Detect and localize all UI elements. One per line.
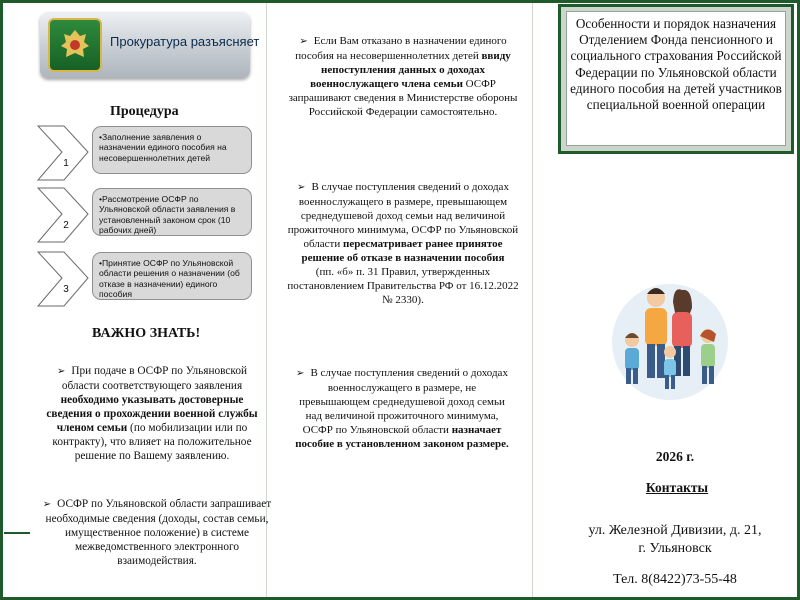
important-heading: ВАЖНО ЗНАТЬ! — [92, 326, 201, 341]
middle-paragraph-3: ➢ В случае поступления сведений о доходах военнослужащего в размере, не превышающем среднедушевой доход семьи над величиной прожиточного минимума, ОСФР по Ульяновской области назначает пособие в установленном законом размере. — [295, 367, 509, 450]
step-text: •Заполнение заявления о назначении единого пособия на несовершеннолетних детей — [92, 126, 252, 174]
decorative-bar — [4, 532, 30, 534]
chevron-icon — [36, 186, 96, 246]
procedure-step — [36, 250, 256, 306]
phone-number: Тел. 8(8422)73-55-48 — [613, 572, 737, 587]
address-line-1: ул. Железной Дивизии, д. 21, — [588, 523, 762, 538]
arrow-bullet-icon: ➢ — [42, 499, 52, 510]
step-number: 3 — [63, 284, 69, 295]
address-line-2: г. Ульяновск — [638, 541, 712, 556]
arrow-bullet-icon: ➢ — [299, 36, 308, 47]
prosecutor-banner — [40, 12, 260, 78]
contacts-heading: Контакты — [645, 480, 709, 495]
middle-paragraph-2: ➢ В случае поступления сведений о доходах военнослужащего в размере, превышающем среднедушевой доход семьи над величиной прожиточного минимума, ОСФР по Ульяновской области пересматривает ранее принятое решение об отказе в назначении пособия (пп. «б» п. 31 Правил, утвержденных постановлением Правительства РФ от 16.12.2022 № 2330). — [287, 181, 519, 306]
family-illustration — [610, 278, 730, 409]
important-paragraph-1: ➢ При подаче в ОСФР по Ульяновской области соответствующего заявления необходимо указывать достоверные сведения о прохождении военной службы членом семьи (по мобилизации или по контракту), что влияет на положительное решение по Вашему заявлению. — [46, 365, 258, 462]
arrow-bullet-icon: ➢ — [297, 182, 306, 193]
step-text: •Рассмотрение ОСФР по Ульяновской области заявления в установленный законом срок (10 рабочих дней) — [92, 188, 252, 236]
procedure-step — [36, 124, 256, 180]
brochure-title: Особенности и порядок назначения Отделением Фонда пенсионного и социального страхования Российской Федерации по Ульяновской области единого пособия на детей участников специальной военной операции — [566, 11, 786, 146]
important-paragraph-2: ➢ ОСФР по Ульяновской области запрашивает необходимые сведения (доходы, состав семьи, имущественное положение) в системе межведомственного электронного взаимодействия. — [42, 498, 272, 567]
chevron-icon — [36, 124, 96, 184]
step-text: •Принятие ОСФР по Ульяновской области решения о назначении (об отказе в назначении) единого пособия — [92, 252, 252, 300]
procedure-step — [36, 186, 256, 242]
step-number: 1 — [63, 158, 69, 169]
step-number: 2 — [63, 220, 69, 231]
prosecutor-emblem-icon — [48, 18, 102, 72]
banner-title: Прокуратура разъясняет — [110, 34, 260, 49]
procedure-heading: Процедура — [110, 104, 179, 119]
column-divider-right — [532, 3, 533, 597]
arrow-bullet-icon: ➢ — [56, 366, 66, 377]
brochure-title-box — [558, 4, 794, 154]
chevron-icon — [36, 250, 96, 310]
arrow-bullet-icon: ➢ — [296, 368, 305, 379]
year-label: 2026 г. — [655, 449, 695, 464]
middle-paragraph-1: ➢ Если Вам отказано в назначении единого пособия на несовершеннолетних детей ввиду непоступления данных о доходах военнослужащего члена семьи ОСФР запрашивают сведения в Министерстве обороны Российской Федерации самостоятельно. — [288, 35, 518, 118]
